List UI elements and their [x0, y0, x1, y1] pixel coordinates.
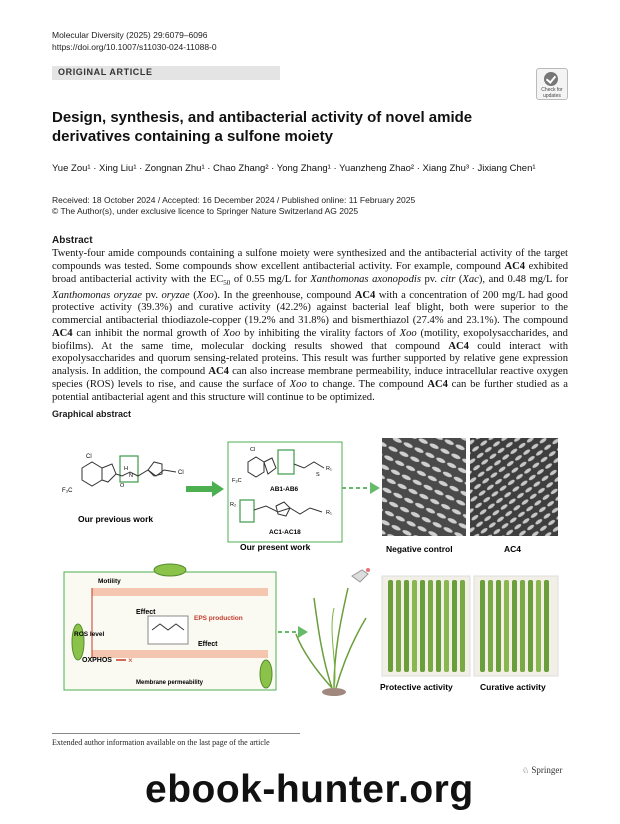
svg-text:R₂: R₂: [230, 502, 237, 508]
abstract-segment: oryzae: [161, 289, 190, 301]
abstract-segment: AC4: [427, 379, 448, 391]
abstract-segment: could interact with exopolysaccharides and quorum sensing-related proteins. This result was further supported by relative gene expression analysis. In addition, the compound: [52, 340, 569, 378]
svg-text:F₃C: F₃C: [232, 478, 242, 484]
footnote-divider: [52, 733, 300, 734]
effect-label-2: Effect: [198, 641, 218, 648]
membrane-label: Membrane permeability: [136, 680, 204, 686]
svg-text:Cl: Cl: [250, 447, 256, 453]
ac4-label: AC4: [504, 544, 522, 554]
prev-n-atom: N: [129, 473, 133, 479]
abstract-segment: Xoo: [399, 327, 417, 339]
abstract-segment: (: [189, 289, 197, 301]
series-ab-label: AB1-AB6: [270, 486, 299, 493]
abstract-segment: AC4: [504, 260, 526, 272]
check-updates-icon: [544, 72, 558, 86]
dashed-arrow-icon-2: [278, 626, 308, 638]
abstract-segment: 50: [223, 278, 231, 287]
sprayer-icon: [352, 570, 368, 582]
previous-compound-structure: [62, 454, 184, 494]
prev-cl2-atom: Cl: [178, 470, 184, 476]
prev-o-atom: O: [120, 483, 125, 489]
abstract-segment: ). In the greenhouse, compound: [213, 289, 355, 301]
abstract-segment: can inhibit the normal growth of: [72, 327, 224, 339]
svg-text:R₁: R₁: [326, 466, 332, 472]
sem-image-ac4: [470, 438, 558, 536]
protective-label: Protective activity: [380, 682, 453, 692]
article-type-banner: [52, 66, 280, 80]
author-list: Yue Zou¹ · Xing Liu¹ · Zongnan Zhu¹ · Chao Zhang² · Yong Zhang¹ · Yuanzheng Zhao² · Xiang Zhu³ · Jixiang Chen¹: [52, 163, 536, 174]
doi-link[interactable]: https://doi.org/10.1007/s11030-024-11088-0: [52, 42, 217, 52]
abstract-segment: with a concentration of 200 mg/L had good protective activity (39.3%) and curative activity (42.2%) against bacterial leaf blight, both were superior to the commercial antibacterial thiodiazole-copper (19.2% and 31.8%) and bismerthiazol (27.4% and 23.1%). The compound: [52, 289, 568, 327]
abstract-segment: can be further studied as a potential antibacterial agent and this structure will continue to be optimized.: [52, 379, 568, 403]
abstract-segment: exhibited broad antibacterial activity with the EC: [52, 260, 568, 285]
svg-text:R₁: R₁: [326, 510, 332, 516]
springer-logo: [522, 765, 562, 775]
mechanism-diagram: [64, 564, 276, 690]
present-work-label: Our present work: [240, 542, 311, 552]
motility-label: Motility: [98, 578, 121, 585]
abstract-segment: (motility, exopolysaccharides, and biofilms). At the same time, molecular docking results showed that compound: [52, 327, 568, 352]
abstract-segment: AC4: [354, 289, 376, 301]
article-title: Design, synthesis, and antibacterial activity of novel amide derivatives containing a sulfone moiety: [52, 109, 473, 145]
dashed-arrow-icon: [342, 482, 380, 494]
abstract-segment: to change. The compound: [306, 379, 428, 391]
abstract-segment: AC4: [448, 340, 469, 352]
graphical-abstract-svg: [52, 428, 568, 702]
inhibit-x-icon: ×: [128, 656, 133, 665]
author-info-footnote: Extended author information available on the last page of the article: [52, 738, 270, 747]
journal-citation: Molecular Diversity (2025) 29:6079–6096: [52, 30, 208, 40]
springer-horse-icon: ♘: [522, 766, 530, 775]
abstract-segment: Xoo: [196, 289, 214, 301]
abstract-segment: AC4: [208, 366, 229, 378]
abstract-segment: Xanthomonas oryzae: [52, 289, 142, 301]
article-dates: [52, 195, 592, 217]
abstract-body: [52, 248, 568, 405]
abstract-segment: of 0.55 mg/L for: [230, 273, 311, 285]
graphical-abstract-heading: Graphical abstract: [52, 409, 132, 419]
leaf-photo-protective: [382, 576, 470, 676]
check-updates-label: Check for updates: [541, 87, 563, 99]
prev-f3c-atom: F₃C: [62, 488, 73, 494]
prev-h-atom: H: [124, 466, 128, 472]
curative-label: Curative activity: [480, 682, 546, 692]
abstract-segment: Xac: [462, 273, 479, 285]
bacterium-icon: [72, 624, 84, 660]
green-arrow-icon: [186, 481, 224, 497]
check-updates-badge[interactable]: [536, 68, 568, 100]
leaf-photo-curative: [474, 576, 558, 676]
present-compound-structure-1: [232, 447, 332, 484]
svg-text:S: S: [316, 472, 320, 478]
sem-image-negative-control: [382, 438, 466, 536]
abstract-segment: Xoo: [223, 327, 241, 339]
bacterium-icon: [260, 660, 272, 688]
effect-label-1: Effect: [136, 609, 156, 616]
abstract-segment: can also increase membrane permeability, induce intracellular reactive oxygen species (ROS) levels to rise, and cause the surface of: [52, 366, 568, 391]
watermark-text: ebook-hunter.org: [145, 768, 474, 811]
negative-control-label: Negative control: [386, 544, 453, 554]
copyright-line: © The Author(s), under exclusive licence to Springer Nature Switzerland AG 2025: [52, 206, 359, 216]
present-compound-structure-2: [230, 500, 332, 522]
abstract-segment: Twenty-four amide compounds containing a sulfone moiety were synthesized and the antibacterial activity of the target compounds was tested. Some compounds show excellent antibacterial activity. For example, compound: [52, 248, 568, 272]
springer-label: Springer: [531, 765, 563, 775]
abstract-segment: (: [455, 273, 463, 285]
abstract-segment: by inhibiting the virality factors of: [240, 327, 400, 339]
abstract-segment: Xoo: [289, 379, 307, 391]
oxphos-label: OXPHOS: [82, 657, 112, 664]
graphical-abstract-figure: [52, 428, 568, 702]
article-type-label: ORIGINAL ARTICLE: [58, 67, 153, 77]
abstract-segment: pv.: [420, 273, 441, 285]
series-ac-label: AC1-AC18: [269, 529, 301, 536]
eps-label: EPS production: [194, 615, 243, 622]
bacterium-icon: [154, 564, 186, 576]
abstract-segment: Xanthomonas axonopodis: [310, 273, 421, 285]
abstract-segment: ), and 0.48 mg/L for: [478, 273, 568, 285]
previous-work-label: Our previous work: [78, 514, 154, 524]
prev-cl-atom: Cl: [86, 454, 92, 460]
history-dates: Received: 18 October 2024 / Accepted: 16 December 2024 / Published online: 11 February 2025: [52, 195, 416, 205]
abstract-segment: pv.: [141, 289, 162, 301]
ros-label: ROS level: [74, 631, 105, 638]
abstract-segment: citr: [440, 273, 456, 285]
abstract-heading: Abstract: [52, 235, 93, 246]
abstract-segment: AC4: [52, 327, 73, 339]
